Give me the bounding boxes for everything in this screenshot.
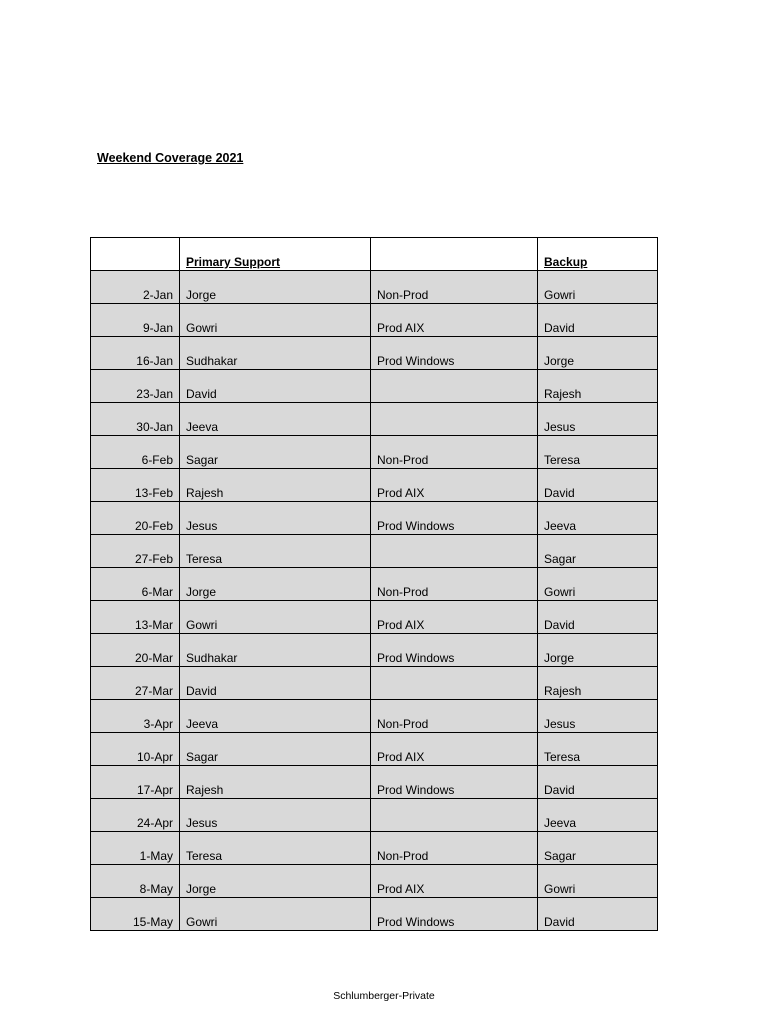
cell-date: 20-Feb <box>91 502 180 535</box>
cell-backup: Gowri <box>538 865 658 898</box>
cell-backup: Jeeva <box>538 502 658 535</box>
cell-backup: Sagar <box>538 832 658 865</box>
cell-environment: Non-Prod <box>371 568 538 601</box>
table-row <box>91 403 658 436</box>
cell-primary-support: Sagar <box>180 436 371 469</box>
cell-date: 24-Apr <box>91 799 180 832</box>
cell-primary-support: David <box>180 370 371 403</box>
cell-backup: Sagar <box>538 535 658 568</box>
cell-backup: Jeeva <box>538 799 658 832</box>
cell-backup: David <box>538 601 658 634</box>
cell-primary-support: Teresa <box>180 535 371 568</box>
cell-primary-support: Jesus <box>180 799 371 832</box>
cell-primary-support: David <box>180 667 371 700</box>
cell-environment: Prod AIX <box>371 601 538 634</box>
cell-primary-support: Sudhakar <box>180 337 371 370</box>
cell-environment <box>371 535 538 568</box>
cell-backup: David <box>538 898 658 931</box>
cell-backup: Jesus <box>538 403 658 436</box>
cell-backup: Gowri <box>538 271 658 304</box>
cell-primary-support: Jeeva <box>180 700 371 733</box>
classification-footer: Schlumberger-Private <box>333 990 435 1002</box>
cell-backup: Rajesh <box>538 370 658 403</box>
cell-backup: Jorge <box>538 634 658 667</box>
table-row <box>91 601 658 634</box>
table-row <box>91 535 658 568</box>
cell-environment <box>371 799 538 832</box>
table-body <box>91 238 658 931</box>
table-row <box>91 568 658 601</box>
cell-backup: Gowri <box>538 568 658 601</box>
cell-backup: David <box>538 766 658 799</box>
table-row <box>91 700 658 733</box>
cell-backup: Jorge <box>538 337 658 370</box>
cell-environment: Non-Prod <box>371 436 538 469</box>
cell-date: 13-Mar <box>91 601 180 634</box>
cell-primary-support: Rajesh <box>180 469 371 502</box>
cell-date: 30-Jan <box>91 403 180 436</box>
cell-date: 13-Feb <box>91 469 180 502</box>
cell-backup: Rajesh <box>538 667 658 700</box>
cell-primary-support: Jesus <box>180 502 371 535</box>
table-row <box>91 733 658 766</box>
cell-primary-support: Jorge <box>180 865 371 898</box>
cell-primary-support: Gowri <box>180 898 371 931</box>
cell-date: 8-May <box>91 865 180 898</box>
cell-environment: Prod AIX <box>371 733 538 766</box>
table-row <box>91 304 658 337</box>
table-row <box>91 469 658 502</box>
cell-environment <box>371 370 538 403</box>
page-title: Weekend Coverage 2021 <box>97 151 244 165</box>
table-row <box>91 865 658 898</box>
cell-environment: Non-Prod <box>371 700 538 733</box>
cell-environment: Prod AIX <box>371 865 538 898</box>
header-row <box>91 238 658 271</box>
table-row <box>91 502 658 535</box>
cell-primary-support: Rajesh <box>180 766 371 799</box>
cell-backup: Teresa <box>538 733 658 766</box>
cell-date: 1-May <box>91 832 180 865</box>
cell-backup: Jesus <box>538 700 658 733</box>
cell-date: 2-Jan <box>91 271 180 304</box>
cell-date: 27-Feb <box>91 535 180 568</box>
cell-date: 20-Mar <box>91 634 180 667</box>
cell-date: 27-Mar <box>91 667 180 700</box>
cell-primary-support: Sagar <box>180 733 371 766</box>
cell-primary-support: Gowri <box>180 304 371 337</box>
table-row <box>91 337 658 370</box>
cell-environment: Prod Windows <box>371 502 538 535</box>
table-row <box>91 370 658 403</box>
cell-date: 6-Mar <box>91 568 180 601</box>
cell-environment <box>371 403 538 436</box>
cell-environment: Prod Windows <box>371 337 538 370</box>
table-row <box>91 766 658 799</box>
header-primary-support: Primary Support <box>180 238 371 271</box>
cell-primary-support: Jorge <box>180 568 371 601</box>
cell-primary-support: Jeeva <box>180 403 371 436</box>
cell-date: 10-Apr <box>91 733 180 766</box>
cell-date: 9-Jan <box>91 304 180 337</box>
header-date <box>91 238 180 271</box>
cell-backup: David <box>538 304 658 337</box>
cell-primary-support: Jorge <box>180 271 371 304</box>
cell-environment: Prod Windows <box>371 898 538 931</box>
cell-date: 6-Feb <box>91 436 180 469</box>
cell-primary-support: Sudhakar <box>180 634 371 667</box>
cell-primary-support: Gowri <box>180 601 371 634</box>
cell-primary-support: Teresa <box>180 832 371 865</box>
cell-environment <box>371 667 538 700</box>
cell-date: 17-Apr <box>91 766 180 799</box>
cell-date: 15-May <box>91 898 180 931</box>
cell-environment: Non-Prod <box>371 832 538 865</box>
cell-environment: Prod AIX <box>371 469 538 502</box>
header-backup: Backup <box>538 238 658 271</box>
cell-date: 23-Jan <box>91 370 180 403</box>
cell-backup: David <box>538 469 658 502</box>
table-row <box>91 832 658 865</box>
table-row <box>91 667 658 700</box>
cell-date: 3-Apr <box>91 700 180 733</box>
cell-backup: Teresa <box>538 436 658 469</box>
cell-date: 16-Jan <box>91 337 180 370</box>
coverage-table <box>90 237 658 931</box>
table-row <box>91 898 658 931</box>
cell-environment: Prod Windows <box>371 766 538 799</box>
cell-environment: Prod Windows <box>371 634 538 667</box>
table-row <box>91 799 658 832</box>
table-row <box>91 436 658 469</box>
table-row <box>91 271 658 304</box>
cell-environment: Non-Prod <box>371 271 538 304</box>
header-environment <box>371 238 538 271</box>
cell-environment: Prod AIX <box>371 304 538 337</box>
table-row <box>91 634 658 667</box>
